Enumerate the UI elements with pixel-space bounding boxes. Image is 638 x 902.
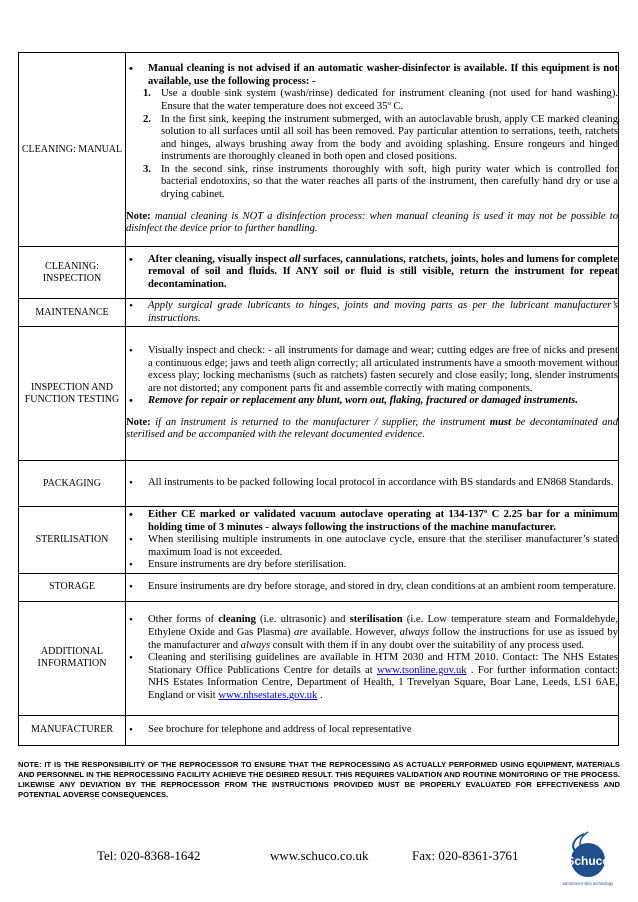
cleaning-step: 3. In the second sink, rinse instruments thoroughly with soft, high purity water which is controlled for bacterial endotoxins, so that the water reaches all parts of the instrument, then carefully hand dry or use a drying cabinet. [143,163,618,201]
row-content [126,299,619,327]
reprocessing-table [18,52,619,746]
row-content [126,573,619,601]
sterilisation-bullet: • When sterilising multiple instruments in one autoclave cycle, ensure that the steriliser manufacturer’s stated maximum load is not exceeded. [126,534,618,559]
footer-web[interactable]: www.schuco.co.uk [270,848,369,863]
row-content [126,53,619,247]
row-storage [19,573,619,601]
sterilisation-bullet: • Ensure instruments are dry before sterilisation. [126,559,618,572]
row-label: MANUFACTURER [19,715,126,745]
tsonline-link[interactable]: www.tsonline.gov.uk [377,664,467,676]
row-inspection-function [19,327,619,461]
row-label: STERILISATION [19,507,126,574]
nhsestates-link[interactable]: www.nhsestates.gov.uk [218,689,318,701]
additional-bullet: • Other forms of cleaning (i.e. ultrasonic) and sterilisation (i.e. Low temperature steam and Formaldehyde, Ethylene Oxide and Gas Plasma) are available. However, always follow the instructions for use as issued by the manufacturer and always consult with them if in any doubt over the suitability of any process used. [126,614,618,652]
row-content [126,507,619,574]
reprocessor-footnote: NOTE: IT IS THE RESPONSIBILITY OF THE REPROCESSOR TO ENSURE THAT THE REPROCESSING AS ACTUALLY PERFORMED USING EQUIPMENT, MATERIALS AND PERSONNEL IN THE REPROCESSING FACILITY ACHIEVE THE DESIRED RESULT. THIS REQUIRES VALIDATION AND ROUTINE MONITORING OF THE PROCESS. LIKEWISE ANY DEVIATION BY THE REPROCESSOR FROM THE INSTRUCTIONS PROVIDED MUST BE PROPERLY EVALUATED FOR EFFECTIVENESS AND POTENTIAL ADVERSE CONSEQUENCES. [18,760,620,799]
row-cleaning-inspection [19,247,619,299]
inspection-note: Note: if an instrument is returned to the manufacturer / supplier, the instrument must be decontaminated and sterilised and be accompanied with the relevant documented evidence. [126,416,618,441]
storage-text: • Ensure instruments are dry before storage, and stored in dry, clean conditions at an ambient room temperature. [126,581,618,594]
sterilisation-bullet: • Either CE marked or validated vacuum autoclave operating at 134-137º C 2.25 bar for a minimum holding time of 3 minutes - always following the instructions of the machine manufacturer. [126,509,618,534]
row-label: STORAGE [19,573,126,601]
footer-tel: Tel: 020-8368-1642 [97,848,201,863]
row-maintenance [19,299,619,327]
row-content [126,461,619,507]
row-additional-info [19,601,619,715]
schuco-logo [556,830,620,890]
row-label: CLEANING: INSPECTION [19,247,126,299]
row-label: CLEANING: MANUAL [19,53,126,247]
logo-wordmark: Schuco [566,854,610,868]
cleaning-step: 1. Use a double sink system (wash/rinse) dedicated for instrument cleaning (not used for hand washing). Ensure that the water temperature does not exceed 35º C. [143,88,618,112]
footer-fax: Fax: 020-8361-3761 [412,848,519,863]
row-content [126,327,619,461]
packaging-text: • All instruments to be packed following local protocol in accordance with BS standards and EN868 Standards. [126,477,618,490]
row-content [126,601,619,715]
maintenance-text: • Apply surgical grade lubricants to hinges, joints and moving parts as per the lubricant manufacturer’s instructions. [126,300,618,325]
schuco-logo-graphic [556,830,620,890]
inspection-text: • After cleaning, visually inspect all surfaces, cannulations, ratchets, joints, holes and lumens for complete removal of soil and fluids. If ANY soil or fluid is still visible, return the instrument for repeat decontamination. [126,254,618,292]
row-manufacturer [19,715,619,745]
cleaning-note: Note: manual cleaning is NOT a disinfection process: when manual cleaning is used it may not be possible to disinfect the device prior to further handling. [126,210,618,235]
row-cleaning-manual [19,53,619,247]
manufacturer-text: • See brochure for telephone and address of local representative [126,724,618,737]
row-label: PACKAGING [19,461,126,507]
row-label: MAINTENANCE [19,299,126,327]
cleaning-steps [126,88,618,201]
row-label: ADDITIONAL INFORMATION [19,601,126,715]
row-sterilisation [19,507,619,574]
cleaning-step: 2. In the first sink, keeping the instrument submerged, with an autoclavable brush, apply CE marked cleaning solution to all surfaces until all soil has been removed. Pay particular attention to serrations, teeth, ratchets and hinges, always brushing away from the body and avoiding splashing. Ensure rongeurs and hinged instruments are thoroughly cleaned in both open and closed positions. [143,113,618,163]
row-content [126,715,619,745]
inspection-bullet: • Visually inspect and check: - all instruments for damage and wear; cutting edges are free of nicks and present a continuous edge; jaws and teeth align correctly; all articulated instruments have a smooth movement without excess play; locking mechanisms (such as ratchets) fasten securely and close easily; long, slender instruments are not distorted; any component parts fit and assemble correctly with mating components. [126,345,618,395]
inspection-bullet: • Remove for repair or replacement any blunt, worn out, flaking, fractured or damaged instruments. [126,395,618,408]
row-label: INSPECTION AND FUNCTION TESTING [19,327,126,461]
additional-bullet: • Cleaning and sterilising guidelines are available in HTM 2030 and HTM 2010. Contact: The NHS Estates Stationary Office Publications Centre for details at www.tsonline.gov.uk . For further information contact: NHS Estates Information Centre, Department of Health, 1 Trevelyan Square, Boar Lane, Leeds, LS1 6AE, England or visit www.nhsestates.gov.uk . [126,652,618,702]
logo-tagline: tomorrow's skin technology [562,881,614,886]
row-packaging [19,461,619,507]
row-content [126,247,619,299]
cleaning-intro: • Manual cleaning is not advised if an automatic washer-disinfector is available. If this equipment is not available, use the following process: - [126,63,618,88]
